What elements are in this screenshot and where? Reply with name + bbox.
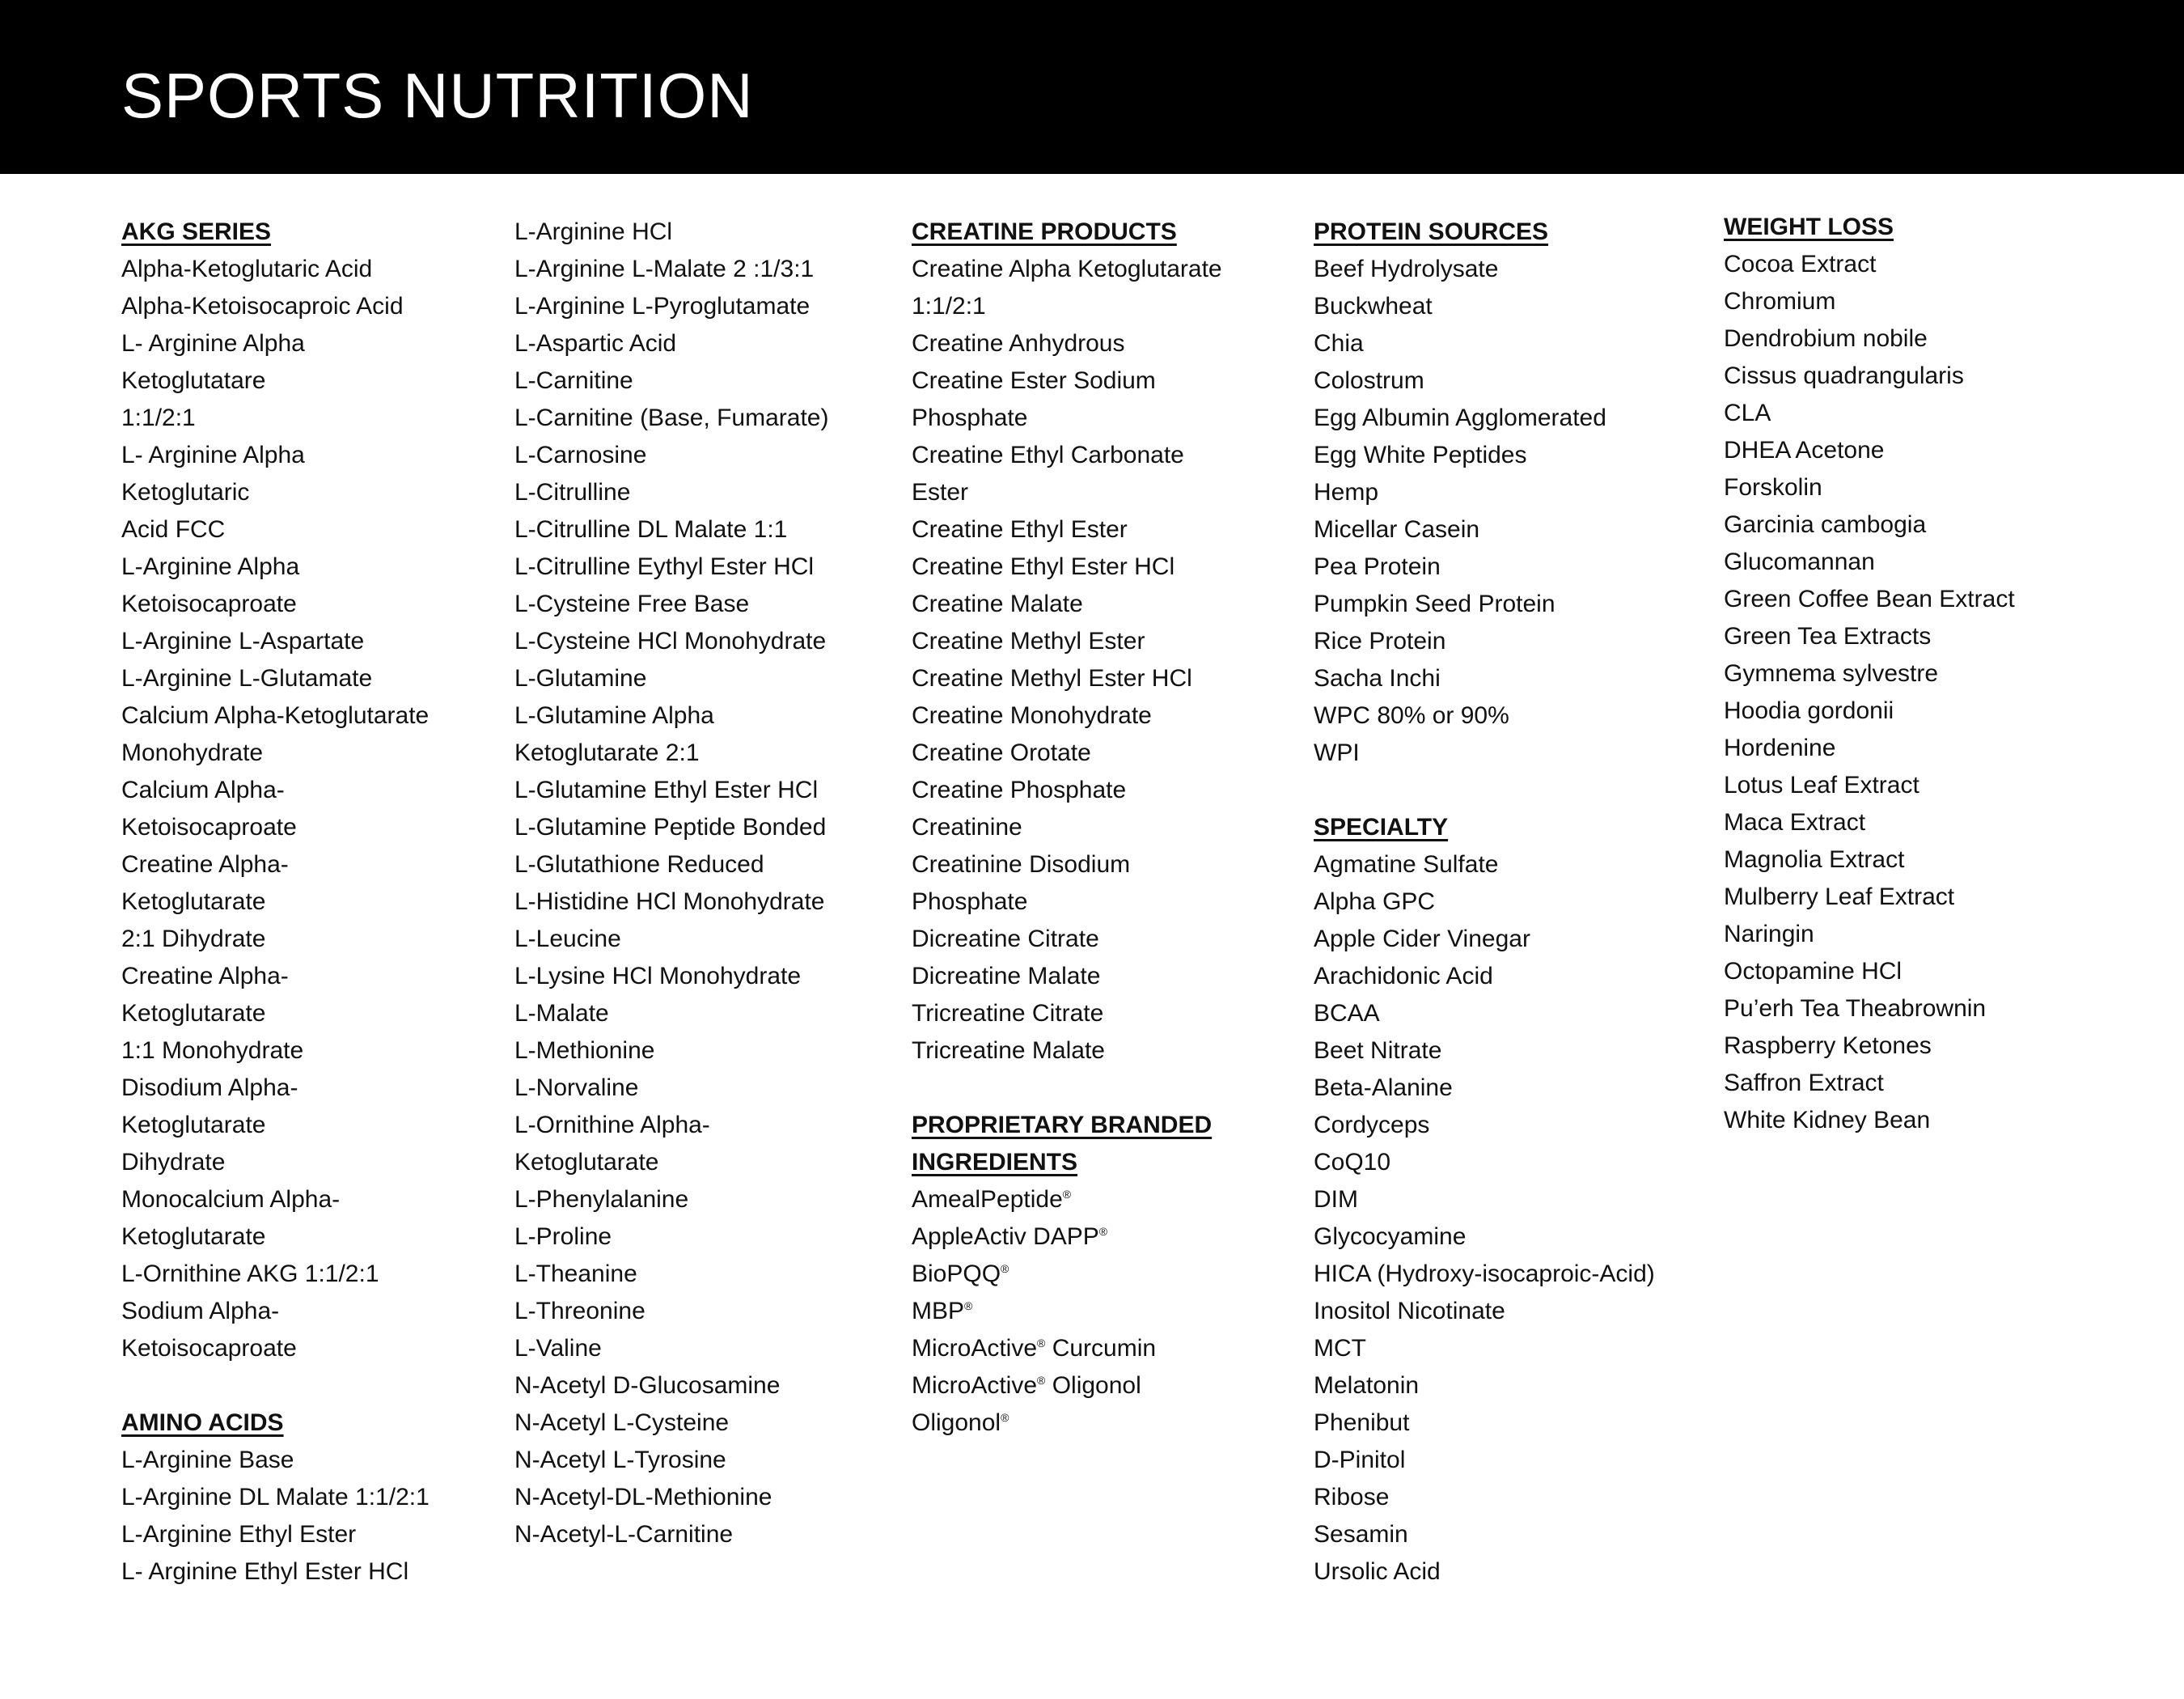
weight-loss-item: Gymnema sylvestre (1724, 660, 1939, 687)
creatine-product-item: Creatinine Disodium (912, 851, 1131, 878)
proprietary-item-name: MBP (912, 1298, 965, 1324)
akg-series-item: Alpha-Ketoisocaproic Acid (121, 293, 404, 320)
akg-series-item: L-Arginine L-Aspartate (121, 628, 365, 655)
akg-series-item: Ketoglutaric (121, 479, 250, 506)
weight-loss-item: Raspberry Ketones (1724, 1032, 1932, 1059)
specialty-item: Agmatine Sulfate (1314, 851, 1499, 878)
proprietary-item (912, 1367, 1292, 1405)
amino-acid-item: L-Carnitine (Base, Fumarate) (514, 405, 829, 431)
section-heading-weight-loss: WEIGHT LOSS (1724, 214, 1894, 240)
amino-acid-item: L-Theanine (514, 1260, 637, 1287)
specialty-item: Ursolic Acid (1314, 1558, 1441, 1585)
creatine-product-item: Creatinine (912, 814, 1022, 841)
protein-source-item: Hemp (1314, 479, 1379, 506)
creatine-product-item: Dicreatine Malate (912, 963, 1101, 989)
akg-series-item: Monocalcium Alpha- (121, 1186, 341, 1213)
specialty-item: Alpha GPC (1314, 888, 1436, 915)
creatine-product-item: 1:1/2:1 (912, 293, 986, 320)
amino-acid-item: L-Citrulline Eythyl Ester HCl (514, 553, 815, 580)
proprietary-item (912, 1218, 1292, 1256)
amino-acid-item: L- Arginine Ethyl Ester HCl (121, 1558, 409, 1585)
weight-loss-item: Glucomannan (1724, 549, 1875, 575)
weight-loss-item: Hoodia gordonii (1724, 697, 1894, 724)
akg-series-item: L- Arginine Alpha (121, 442, 305, 468)
amino-acids-list-continued (514, 214, 895, 1553)
proprietary-list (912, 1181, 1292, 1442)
weight-loss-item: Cocoa Extract (1724, 251, 1877, 278)
akg-series-item: Ketoisocaproate (121, 814, 297, 841)
weight-loss-item: Lotus Leaf Extract (1724, 772, 1919, 799)
akg-series-item: Alpha-Ketoglutaric Acid (121, 256, 373, 282)
specialty-item: DIM (1314, 1186, 1358, 1213)
akg-series-item: Ketoglutarate (121, 1000, 266, 1027)
akg-series-item: Acid FCC (121, 516, 226, 543)
creatine-product-item: Phosphate (912, 405, 1028, 431)
amino-acid-item: L-Arginine HCl (514, 218, 673, 245)
weight-loss-item: Forskolin (1724, 474, 1822, 501)
specialty-item: Beet Nitrate (1314, 1037, 1442, 1064)
creatine-product-item: Tricreatine Malate (912, 1037, 1105, 1064)
weight-loss-item: Dendrobium nobile (1724, 325, 1928, 352)
protein-source-item: Rice Protein (1314, 628, 1446, 655)
akg-series-list (121, 251, 502, 1367)
amino-acid-item: L-Malate (514, 1000, 609, 1027)
creatine-product-item: Creatine Alpha Ketoglutarate (912, 256, 1222, 282)
proprietary-item-name: MicroActive (912, 1335, 1038, 1362)
creatine-product-item: Creatine Ester Sodium (912, 367, 1156, 394)
creatine-product-item: Creatine Ethyl Ester (912, 516, 1128, 543)
specialty-item: Cordyceps (1314, 1112, 1430, 1138)
amino-acid-item: Ketoglutarate (514, 1149, 659, 1176)
specialty-item: Inositol Nicotinate (1314, 1298, 1505, 1324)
specialty-item: Melatonin (1314, 1372, 1420, 1399)
specialty-item: Arachidonic Acid (1314, 963, 1493, 989)
registered-mark: ® (1037, 1374, 1046, 1387)
amino-acid-item: N-Acetyl-L-Carnitine (514, 1521, 734, 1548)
protein-source-item: Beef Hydrolysate (1314, 256, 1499, 282)
amino-acid-item: L-Threonine (514, 1298, 645, 1324)
amino-acid-item: Ketoglutarate 2:1 (514, 739, 700, 766)
creatine-product-item: Creatine Methyl Ester (912, 628, 1145, 655)
creatine-product-item: Creatine Orotate (912, 739, 1091, 766)
creatine-product-item: Creatine Anhydrous (912, 330, 1125, 357)
section-heading-akg-series: AKG SERIES (121, 218, 272, 245)
creatine-product-item: Phosphate (912, 888, 1028, 915)
akg-series-item: 1:1/2:1 (121, 405, 196, 431)
section-heading-protein-sources: PROTEIN SOURCES (1314, 218, 1549, 245)
weight-loss-item: Garcinia cambogia (1724, 511, 1927, 538)
weight-loss-list (1724, 246, 2104, 1139)
registered-mark: ® (1001, 1262, 1009, 1275)
specialty-item: Sesamin (1314, 1521, 1408, 1548)
specialty-item: CoQ10 (1314, 1149, 1391, 1176)
proprietary-item (912, 1405, 1292, 1442)
specialty-list (1314, 846, 1694, 1591)
proprietary-item-name: AppleActiv DAPP (912, 1223, 1099, 1250)
amino-acid-item: N-Acetyl D-Glucosamine (514, 1372, 781, 1399)
creatine-product-item: Creatine Monohydrate (912, 702, 1152, 729)
amino-acid-item: N-Acetyl-DL-Methionine (514, 1484, 772, 1510)
akg-series-item: 1:1 Monohydrate (121, 1037, 304, 1064)
amino-acid-item: L-Glutamine Alpha (514, 702, 714, 729)
creatine-product-item: Ester (912, 479, 969, 506)
creatine-product-item: Creatine Phosphate (912, 777, 1127, 803)
weight-loss-item: Chromium (1724, 288, 1836, 315)
section-heading-creatine-products: CREATINE PRODUCTS (912, 218, 1177, 245)
column-4 (1314, 214, 1694, 1591)
proprietary-item-name: AmealPeptide (912, 1186, 1063, 1213)
specialty-item: HICA (Hydroxy-isocaproic-Acid) (1314, 1260, 1655, 1287)
akg-series-item: Calcium Alpha-Ketoglutarate (121, 702, 430, 729)
proprietary-item-suffix: Curcumin (1045, 1335, 1157, 1362)
akg-series-item: Creatine Alpha- (121, 963, 289, 989)
proprietary-item (912, 1256, 1292, 1293)
akg-series-item: L-Ornithine AKG 1:1/2:1 (121, 1260, 379, 1287)
weight-loss-item: Green Coffee Bean Extract (1724, 586, 2015, 612)
amino-acid-item: L-Methionine (514, 1037, 655, 1064)
protein-source-item: Pea Protein (1314, 553, 1441, 580)
creatine-product-item: Dicreatine Citrate (912, 926, 1099, 952)
akg-series-item: Ketoglutarate (121, 1223, 266, 1250)
amino-acid-item: L-Arginine L-Pyroglutamate (514, 293, 811, 320)
proprietary-item-name: MicroActive (912, 1372, 1038, 1399)
amino-acid-item: N-Acetyl L-Cysteine (514, 1409, 730, 1436)
amino-acid-item: L-Arginine Ethyl Ester (121, 1521, 357, 1548)
amino-acid-item: L-Arginine Base (121, 1447, 294, 1473)
proprietary-item-suffix: Oligonol (1045, 1372, 1141, 1399)
amino-acid-item: L-Aspartic Acid (514, 330, 677, 357)
akg-series-item: L-Arginine Alpha (121, 553, 300, 580)
section-heading-specialty: SPECIALTY (1314, 814, 1449, 841)
weight-loss-item: CLA (1724, 400, 1771, 426)
amino-acid-item: L-Glutamine (514, 665, 647, 692)
amino-acid-item: L-Citrulline DL Malate 1:1 (514, 516, 788, 543)
protein-source-item: WPC 80% or 90% (1314, 702, 1509, 729)
weight-loss-item: Saffron Extract (1724, 1070, 1884, 1096)
amino-acid-item: L-Lysine HCl Monohydrate (514, 963, 802, 989)
amino-acid-item: L-Histidine HCl Monohydrate (514, 888, 825, 915)
akg-series-item: Ketoisocaproate (121, 1335, 297, 1362)
akg-series-item: 2:1 Dihydrate (121, 926, 266, 952)
creatine-product-item: Creatine Ethyl Carbonate (912, 442, 1184, 468)
protein-source-item: Egg Albumin Agglomerated (1314, 405, 1606, 431)
specialty-item: Ribose (1314, 1484, 1390, 1510)
amino-acid-item: N-Acetyl L-Tyrosine (514, 1447, 726, 1473)
creatine-product-item: Tricreatine Citrate (912, 1000, 1104, 1027)
creatine-product-item: Creatine Ethyl Ester HCl (912, 553, 1175, 580)
weight-loss-item: DHEA Acetone (1724, 437, 1885, 464)
weight-loss-item: Octopamine HCl (1724, 958, 1903, 985)
amino-acid-item: L-Leucine (514, 926, 621, 952)
proprietary-item (912, 1181, 1292, 1218)
amino-acid-item: L-Glutamine Peptide Bonded (514, 814, 827, 841)
specialty-item: BCAA (1314, 1000, 1380, 1027)
specialty-item: Glycocyamine (1314, 1223, 1467, 1250)
page-header (0, 0, 2184, 174)
proprietary-item (912, 1293, 1292, 1330)
protein-source-item: Buckwheat (1314, 293, 1433, 320)
amino-acid-item: L-Carnosine (514, 442, 647, 468)
akg-series-item: Ketoglutatare (121, 367, 266, 394)
protein-sources-list (1314, 251, 1694, 772)
weight-loss-item: Magnolia Extract (1724, 846, 1905, 873)
specialty-item: Beta-Alanine (1314, 1074, 1453, 1101)
akg-series-item: Dihydrate (121, 1149, 226, 1176)
amino-acid-item: L-Arginine DL Malate 1:1/2:1 (121, 1484, 430, 1510)
akg-series-item: Disodium Alpha- (121, 1074, 298, 1101)
protein-source-item: WPI (1314, 739, 1360, 766)
proprietary-item (912, 1330, 1292, 1367)
weight-loss-item: Green Tea Extracts (1724, 623, 1932, 650)
amino-acid-item: L-Citrulline (514, 479, 631, 506)
weight-loss-item: White Kidney Bean (1724, 1107, 1931, 1133)
akg-series-item: Monohydrate (121, 739, 264, 766)
specialty-item: Phenibut (1314, 1409, 1410, 1436)
weight-loss-item: Cissus quadrangularis (1724, 362, 1964, 389)
akg-series-item: L-Arginine L-Glutamate (121, 665, 373, 692)
akg-series-item: Ketoglutarate (121, 888, 266, 915)
specialty-item: D-Pinitol (1314, 1447, 1406, 1473)
akg-series-item: Ketoglutarate (121, 1112, 266, 1138)
page-title: SPORTS NUTRITION (121, 60, 754, 131)
registered-mark: ® (964, 1299, 973, 1312)
amino-acid-item: L-Cysteine HCl Monohydrate (514, 628, 827, 655)
creatine-product-item: Creatine Malate (912, 591, 1083, 617)
section-heading-proprietary-1: PROPRIETARY BRANDED (912, 1112, 1213, 1138)
column-3 (912, 214, 1292, 1442)
amino-acid-item: L-Phenylalanine (514, 1186, 689, 1213)
protein-source-item: Sacha Inchi (1314, 665, 1441, 692)
amino-acid-item: L-Ornithine Alpha- (514, 1112, 710, 1138)
proprietary-item-name: BioPQQ (912, 1260, 1001, 1287)
akg-series-item: L- Arginine Alpha (121, 330, 305, 357)
protein-source-item: Colostrum (1314, 367, 1424, 394)
creatine-product-item: Creatine Methyl Ester HCl (912, 665, 1192, 692)
column-1 (121, 214, 502, 1591)
amino-acid-item: L-Valine (514, 1335, 602, 1362)
weight-loss-item: Mulberry Leaf Extract (1724, 883, 1955, 910)
column-5 (1724, 209, 2104, 1139)
section-heading-proprietary-2: INGREDIENTS (912, 1149, 1078, 1176)
akg-series-item: Creatine Alpha- (121, 851, 289, 878)
creatine-products-list (912, 251, 1292, 1070)
protein-source-item: Micellar Casein (1314, 516, 1480, 543)
column-2 (514, 214, 895, 1553)
weight-loss-item: Maca Extract (1724, 809, 1866, 836)
specialty-item: Apple Cider Vinegar (1314, 926, 1530, 952)
registered-mark: ® (1098, 1225, 1108, 1238)
section-heading-amino-acids: AMINO ACIDS (121, 1409, 284, 1436)
registered-mark: ® (1001, 1411, 1009, 1424)
amino-acid-item: L-Cysteine Free Base (514, 591, 750, 617)
registered-mark: ® (1037, 1337, 1046, 1349)
akg-series-item: Calcium Alpha- (121, 777, 285, 803)
protein-source-item: Pumpkin Seed Protein (1314, 591, 1555, 617)
amino-acid-item: L-Carnitine (514, 367, 633, 394)
protein-source-item: Egg White Peptides (1314, 442, 1527, 468)
akg-series-item: Sodium Alpha- (121, 1298, 280, 1324)
amino-acid-item: L-Arginine L-Malate 2 :1/3:1 (514, 256, 815, 282)
amino-acid-item: L-Glutathione Reduced (514, 851, 764, 878)
amino-acid-item: L-Glutamine Ethyl Ester HCl (514, 777, 819, 803)
akg-series-item: Ketoisocaproate (121, 591, 297, 617)
weight-loss-item: Naringin (1724, 921, 1814, 947)
specialty-item: MCT (1314, 1335, 1366, 1362)
weight-loss-item: Hordenine (1724, 735, 1836, 761)
protein-source-item: Chia (1314, 330, 1364, 357)
amino-acids-list (121, 1442, 502, 1591)
amino-acid-item: L-Proline (514, 1223, 612, 1250)
weight-loss-item: Pu’erh Tea Theabrownin (1724, 995, 1987, 1022)
amino-acid-item: L-Norvaline (514, 1074, 639, 1101)
registered-mark: ® (1062, 1188, 1072, 1201)
proprietary-item-name: Oligonol (912, 1409, 1001, 1436)
